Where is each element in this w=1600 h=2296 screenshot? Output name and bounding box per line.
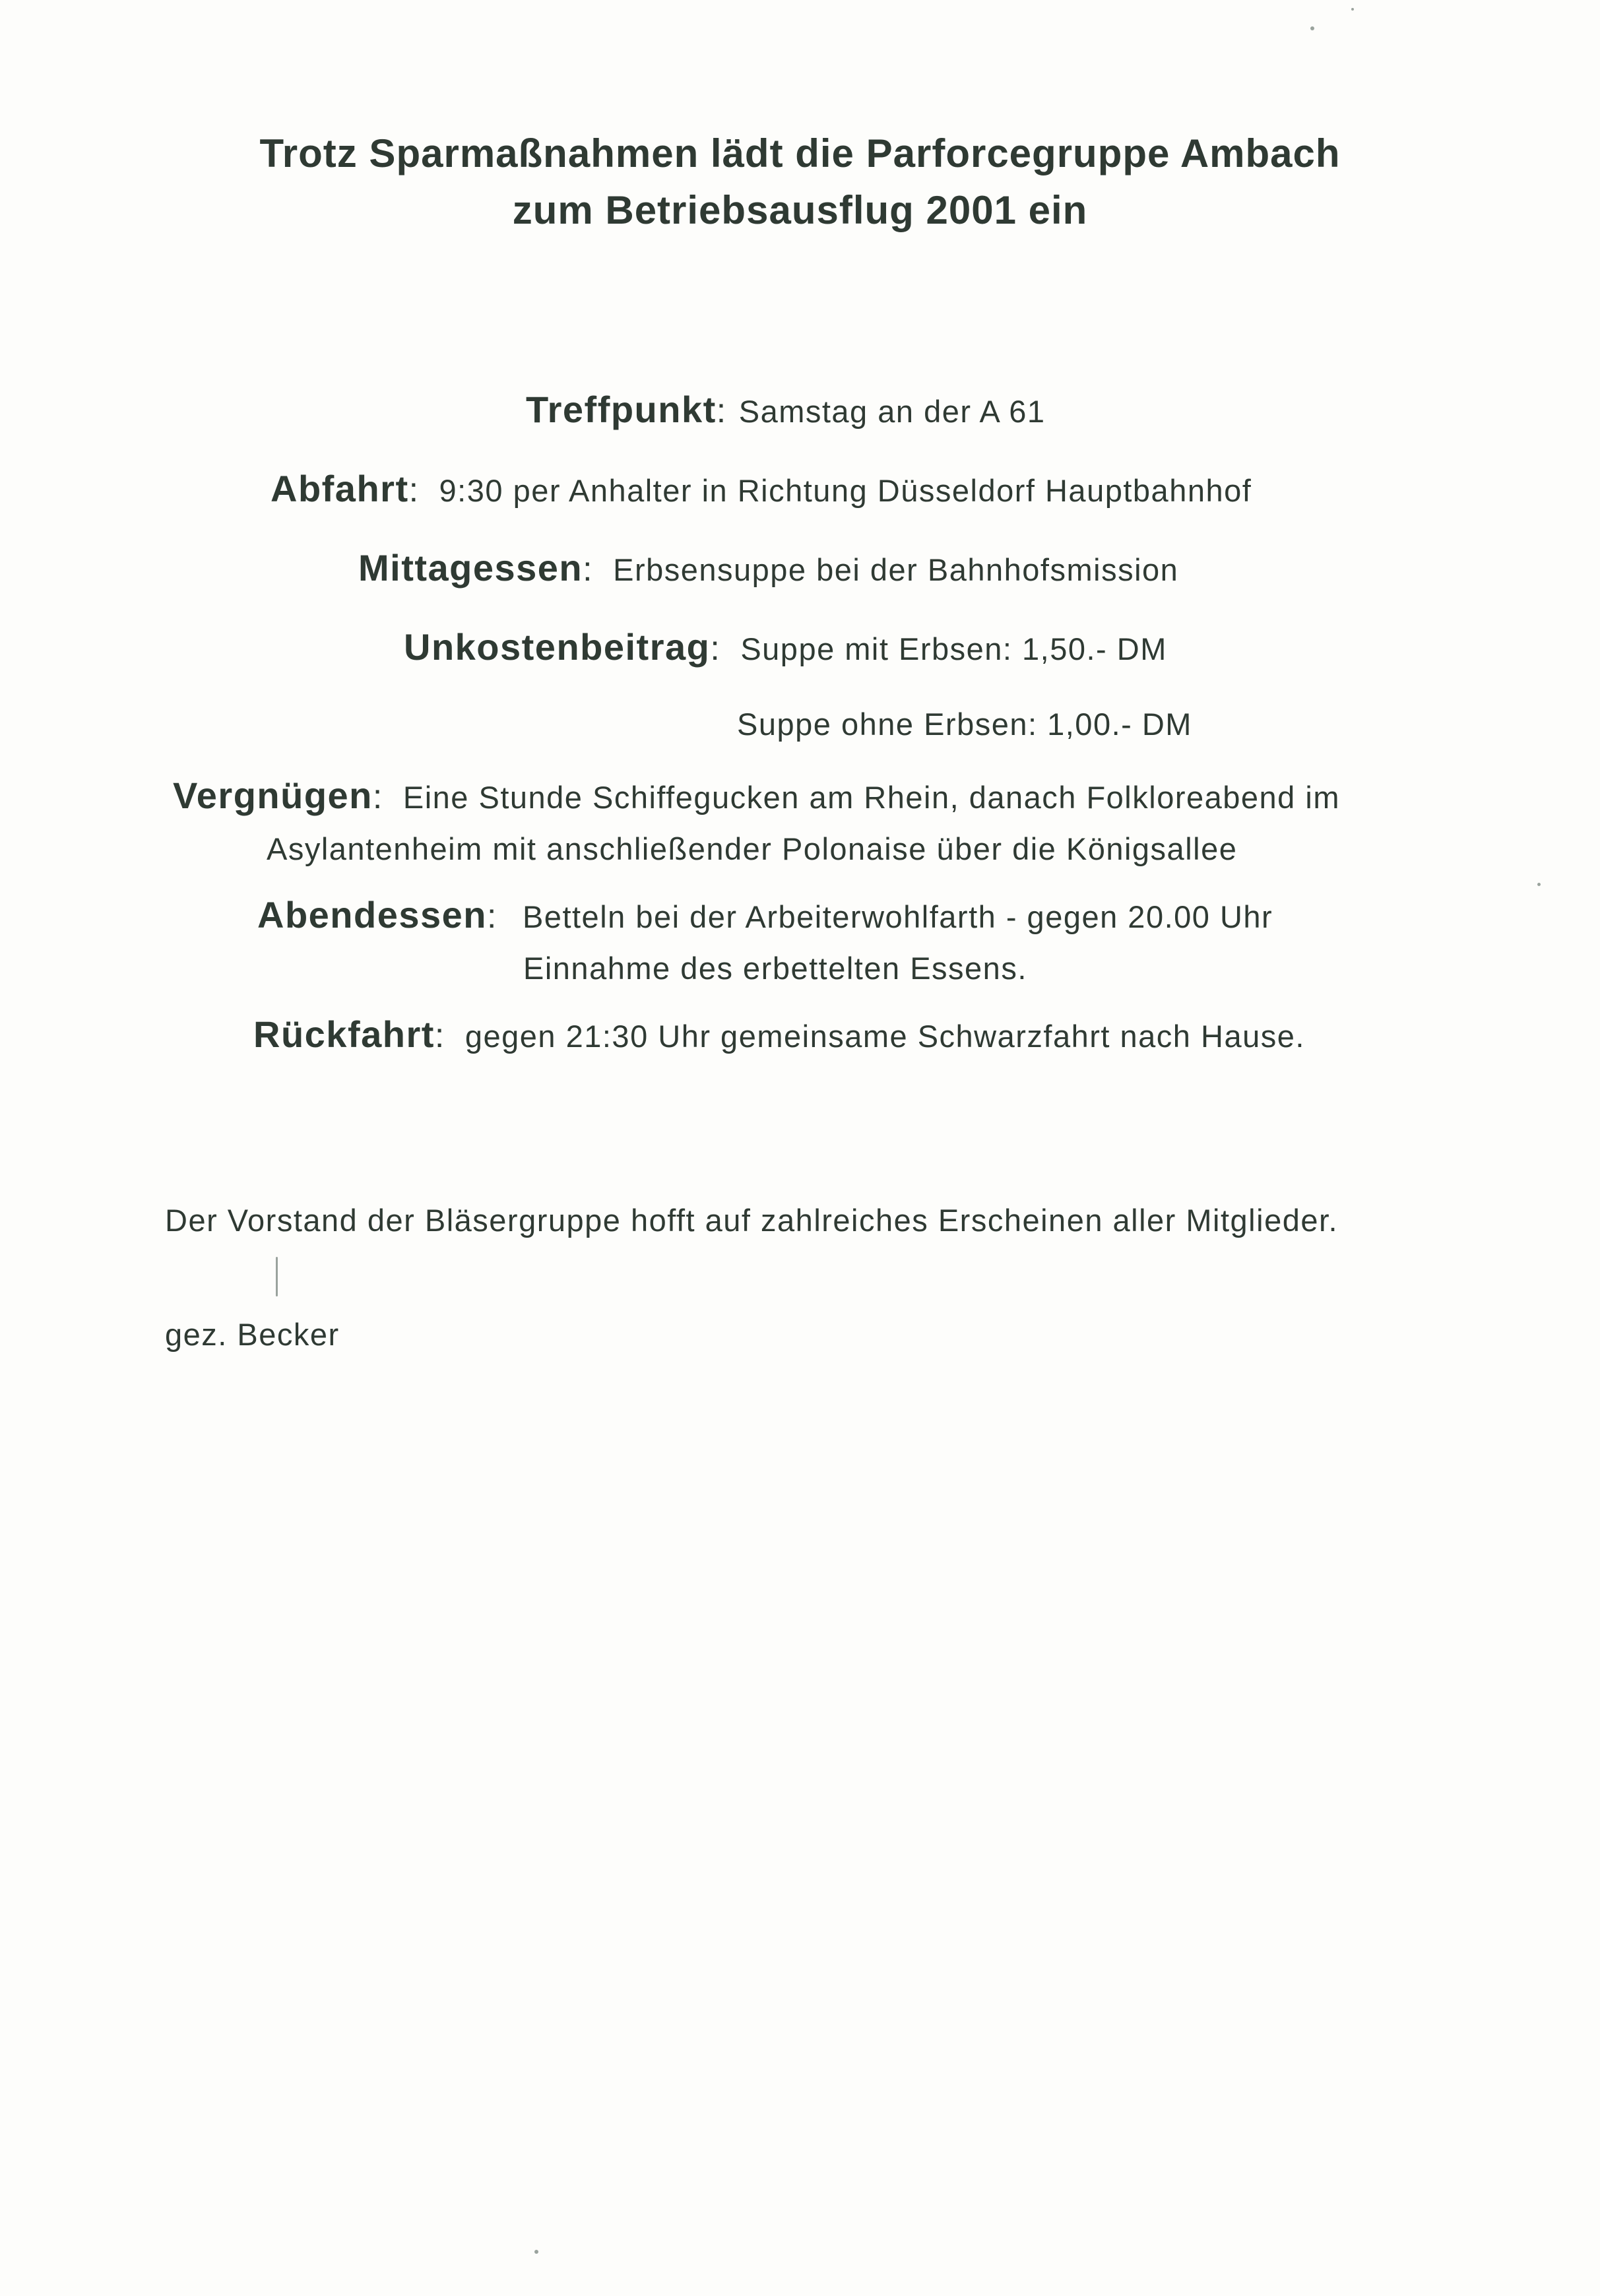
title-line-1: Trotz Sparmaßnahmen lädt die Parforcegruppe Ambach <box>259 131 1341 175</box>
closing-text: Der Vorstand der Bläsergruppe hofft auf zahlreiches Erscheinen aller Mitglieder. <box>165 1203 1339 1238</box>
treffpunkt-label: Treffpunkt <box>526 389 717 430</box>
scan-speck <box>534 2250 538 2254</box>
unkostenbeitrag-value-1: Suppe mit Erbsen: 1,50.- DM <box>740 631 1167 666</box>
treffpunkt-colon: : <box>716 392 727 430</box>
mittagessen-value: Erbsensuppe bei der Bahnhofsmission <box>613 552 1179 587</box>
scan-speck <box>1310 26 1314 30</box>
vergnuegen-label: Vergnügen <box>173 775 373 816</box>
unkostenbeitrag-value-2: Suppe ohne Erbsen: 1,00.- DM <box>737 707 1192 742</box>
row-abendessen <box>257 893 1273 990</box>
row-vergnuegen <box>173 774 1340 871</box>
abendessen-label: Abendessen <box>257 894 487 936</box>
unkostenbeitrag-colon: : <box>710 629 721 668</box>
vergnuegen-colon: : <box>372 778 383 816</box>
row-mittagessen <box>358 546 1178 592</box>
row-abfahrt <box>271 467 1252 513</box>
abfahrt-value: 9:30 per Anhalter in Richtung Düsseldorf Hauptbahnhof <box>439 473 1252 508</box>
mittagessen-colon: : <box>583 550 594 589</box>
mittagessen-label: Mittagessen <box>358 547 583 589</box>
row-rueckfahrt <box>253 1013 1305 1058</box>
unkostenbeitrag-label: Unkostenbeitrag <box>404 626 711 668</box>
rueckfahrt-colon: : <box>434 1017 445 1055</box>
abfahrt-label: Abfahrt <box>271 468 409 509</box>
signature-text: gez. Becker <box>165 1317 340 1352</box>
abendessen-colon: : <box>487 897 497 936</box>
row-unkostenbeitrag <box>404 625 1167 671</box>
vergnuegen-line-2: Asylantenheim mit anschließender Polonaise über die Königsallee <box>267 831 1238 866</box>
document-title <box>0 125 1600 239</box>
scan-speck <box>1351 8 1354 11</box>
abendessen-line-1: Betteln bei der Arbeiterwohlfarth - gegen 20.00 Uhr <box>522 899 1273 934</box>
row-treffpunkt <box>526 388 1046 433</box>
vergnuegen-line-1: Eine Stunde Schiffegucken am Rhein, danach Folkloreabend im <box>402 780 1340 815</box>
treffpunkt-value: Samstag an der A 61 <box>738 394 1046 429</box>
rueckfahrt-label: Rückfahrt <box>253 1013 435 1055</box>
rueckfahrt-value: gegen 21:30 Uhr gemeinsame Schwarzfahrt nach Hause. <box>464 1019 1305 1054</box>
scan-speck <box>1537 883 1541 886</box>
abfahrt-colon: : <box>408 471 420 509</box>
abendessen-line-2: Einnahme des erbettelten Essens. <box>523 951 1027 986</box>
scan-mark <box>276 1257 278 1296</box>
row-unkostenbeitrag-2 <box>737 703 1192 746</box>
title-line-2: zum Betriebsausflug 2001 ein <box>512 188 1088 232</box>
